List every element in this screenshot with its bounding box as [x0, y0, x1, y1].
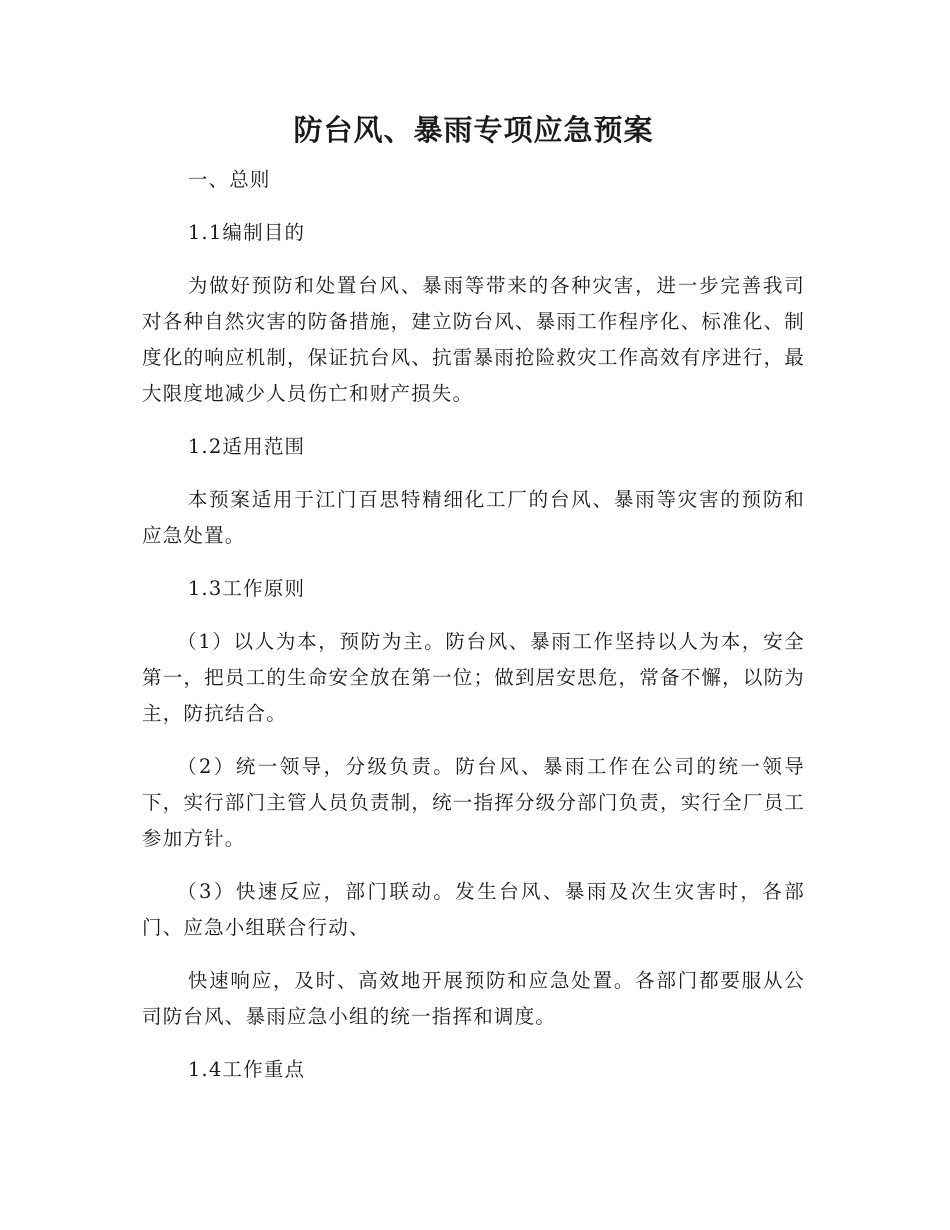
section-heading-purpose: 1.1编制目的	[187, 221, 306, 244]
paragraph-principle-3-continued: 快速响应，及时、高效地开展预防和应急处置。各部门都要服从公司防台风、暴雨应急小组的统一指挥和调度。	[142, 969, 805, 1028]
principle-item-2: （2）统一领导，分级负责。防台风、暴雨工作在公司的统一领导下，实行部门主管人员负责制，统一指挥分级分部门负责，实行全厂员工参加方针。	[142, 755, 805, 850]
section-heading-principles: 1.3工作原则	[187, 577, 306, 600]
section-heading-focus: 1.4工作重点	[187, 1058, 306, 1081]
document-title: 防台风、暴雨专项应急预案	[293, 113, 654, 147]
principle-item-3: （3）快速反应，部门联动。发生台风、暴雨及次生灾害时，各部门、应急小组联合行动、	[142, 880, 805, 939]
principle-item-1: （1）以人为本，预防为主。防台风、暴雨工作坚持以人为本，安全第一，把员工的生命安全放在第一位；做到居安思危，常备不懈，以防为主，防抗结合。	[142, 630, 805, 725]
section-heading-general: 一、总则	[187, 168, 271, 191]
paragraph-purpose: 为做好预防和处置台风、暴雨等带来的各种灾害，进一步完善我司对各种自然灾害的防备措施，建立防台风、暴雨工作程序化、标准化、制度化的响应机制，保证抗台风、抗雷暴雨抢险救灾工作高效有序进行，最大限度地减少人员伤亡和财产损失。	[142, 274, 805, 405]
paragraph-scope: 本预案适用于江门百思特精细化工厂的台风、暴雨等灾害的预防和应急处置。	[142, 488, 805, 547]
section-heading-scope: 1.2适用范围	[187, 435, 306, 458]
